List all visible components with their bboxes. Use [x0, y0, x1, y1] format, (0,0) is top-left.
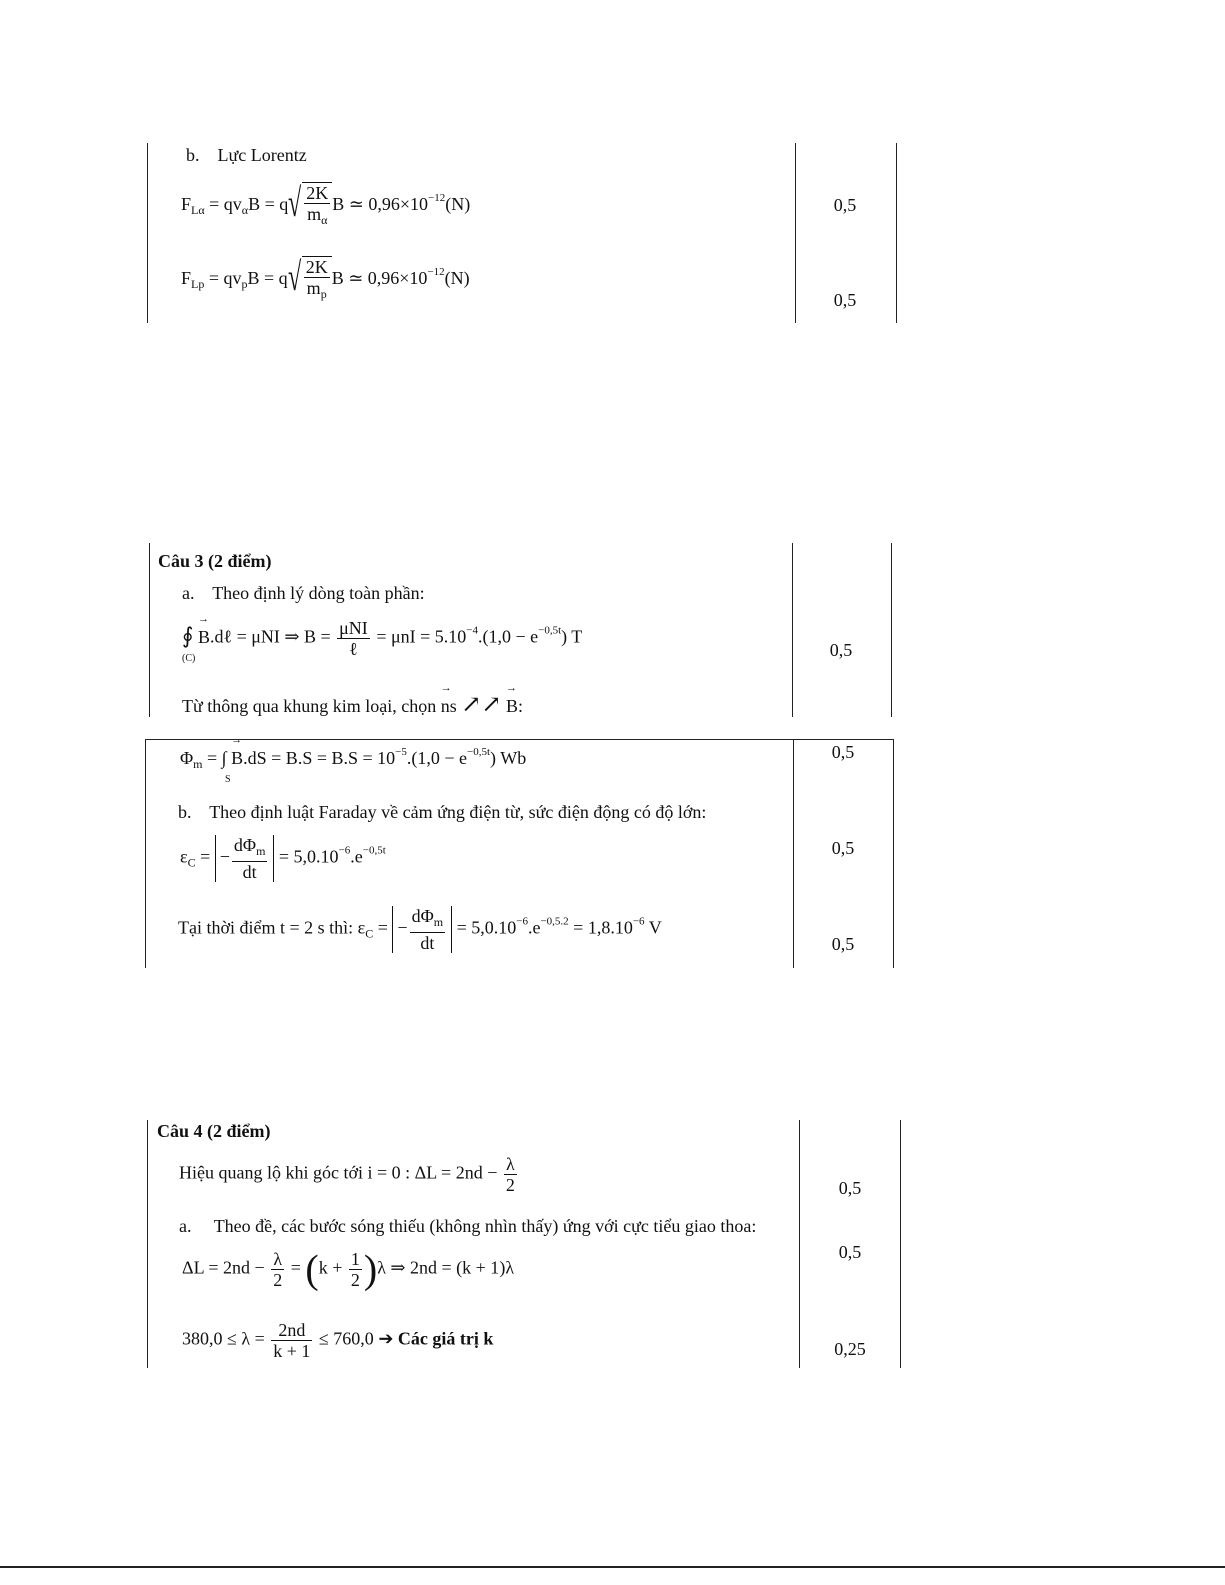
vector-b: → B [198, 627, 210, 648]
item-text: Lực Lorentz [217, 145, 307, 165]
eq-symbol: F [181, 268, 192, 289]
eq-text: B ≃ 0,96×10 [332, 194, 429, 215]
eq-text: = μnI = 5.10 [376, 626, 467, 647]
vector-b: → B [506, 696, 518, 717]
frac-num: 2K [305, 257, 328, 277]
frac-den: ℓ [349, 639, 358, 659]
frac-den: dt [242, 862, 257, 882]
equation-flux [180, 746, 527, 785]
score: 0,5 [838, 1242, 862, 1262]
sqrt: √ $\frac{2K}{m_p}$ [288, 256, 332, 304]
table-border-left [147, 143, 148, 323]
eq-text: = B.S = 10 [316, 748, 396, 768]
score: 0,5 [829, 640, 853, 660]
eq-sup: −12 [428, 192, 446, 205]
score: 0,5 [831, 934, 855, 954]
eq-text: = 1,8.10 [573, 917, 633, 938]
table-border-right [893, 739, 894, 968]
eq-sup: −0,5.2 [540, 915, 569, 928]
table-border-right [891, 543, 892, 717]
frac-num: dΦ [411, 906, 434, 926]
score: 0,5 [831, 742, 855, 762]
equation-lorentz-alpha [181, 182, 470, 230]
score: 0,25 [834, 1339, 866, 1359]
eq-symbol: ε [180, 846, 188, 867]
eq-text: = μNI ⇒ B = [236, 626, 331, 647]
item-marker: a. [182, 583, 195, 603]
frac-num: λ [504, 1154, 517, 1175]
flux-sentence [182, 690, 523, 719]
item-a [179, 1216, 756, 1237]
eq-sub: C [365, 926, 374, 941]
eq-text: B = q [248, 194, 289, 215]
eq-symbol: F [181, 194, 192, 215]
frac-num: dΦ [233, 835, 257, 855]
frac-den: m [306, 278, 321, 298]
eq-unit: (N) [445, 194, 471, 215]
eq-symbol: ε [357, 917, 366, 938]
eq-text: B ≃ 0,96×10 [331, 268, 428, 289]
frac-den: 2 [350, 1270, 360, 1290]
equation-ampere [182, 618, 583, 664]
frac-num: λ [271, 1249, 284, 1270]
score: 0,5 [838, 1178, 862, 1198]
eq-sup: −0,5t [538, 624, 562, 637]
eq-text: = 5,0.10 [456, 917, 517, 938]
eq-text: − [219, 846, 230, 867]
eq-text: ΔL = 2nd − [414, 1162, 498, 1183]
eq-sub: α [241, 203, 249, 218]
eq-sub: C [187, 855, 196, 870]
table-border-left [147, 1120, 148, 1368]
eq-sub: m [193, 757, 203, 771]
eq-text: = [377, 917, 388, 938]
equation-emf [180, 835, 386, 882]
absolute-value [215, 835, 275, 882]
eq-sub: m [433, 915, 444, 929]
frac-den: m [307, 204, 322, 224]
equation-lorentz-proton [181, 256, 470, 304]
table-border-left [145, 739, 146, 968]
table-border-middle [799, 1120, 800, 1368]
eq-unit: (N) [444, 268, 470, 289]
eq-text: = [290, 1257, 301, 1278]
eq-text: .(1,0 − e [406, 748, 468, 768]
score: 0,5 [833, 195, 857, 215]
item-b-faraday [178, 802, 706, 823]
eq-sub: p [320, 287, 327, 301]
surface-label: S [225, 774, 231, 785]
eq-unit: V [648, 917, 662, 938]
integral-symbol: = ∫ [207, 748, 227, 768]
frac-den: 2 [505, 1175, 515, 1195]
eq-text: Hiệu quang lộ khi góc tới i = 0 : [179, 1162, 411, 1183]
frac-den: dt [420, 933, 435, 953]
eq-unit: ) Wb [490, 748, 527, 768]
flux-text: Từ thông qua khung kim loại, chọn [182, 696, 437, 716]
eq-text: .e [350, 846, 363, 867]
table-border-top [145, 739, 894, 740]
eq-unit: ) T [561, 626, 583, 647]
frac-num: 1 [350, 1249, 360, 1269]
eq-sup: −6 [338, 844, 351, 857]
frac-num: 2nd [271, 1320, 312, 1341]
eq-text: .(1,0 − e [477, 626, 539, 647]
eq-text: = 5,0.10 [278, 846, 339, 867]
equation-emf-at-t [178, 906, 662, 953]
frac-den: k + 1 [273, 1341, 311, 1361]
page-bottom-rule [0, 1566, 1225, 1568]
eq-text: .dS [243, 748, 267, 768]
eq-text: 380,0 ≤ λ = [182, 1328, 265, 1349]
eq-sub: Lα [191, 203, 205, 218]
eq-text: s [449, 696, 457, 716]
eq-sub: m [256, 844, 266, 858]
sqrt: √ $\frac{2K}{m_\alpha}$ [288, 182, 332, 230]
eq-text: : [517, 696, 523, 716]
eq-sup: −6 [632, 915, 645, 928]
eq-sub: Lp [191, 277, 205, 292]
eq-text: .S [297, 748, 313, 768]
eq-text: B = q [247, 268, 288, 289]
eq-sup: −4 [466, 624, 478, 637]
eq-sup: −0,5t [467, 746, 491, 758]
table-border-middle [793, 739, 794, 968]
table-border-left [149, 543, 150, 717]
eq-text: k + [318, 1257, 343, 1278]
eq-text: = qv [209, 194, 242, 215]
eq-text: k + 1 [462, 1257, 500, 1278]
score: 0,5 [833, 290, 857, 310]
frac-num: 2K [306, 183, 329, 203]
absolute-value [392, 906, 452, 953]
item-text: Theo định luật Faraday về cảm ứng điện từ, sức điện động có độ lớn: [209, 802, 707, 822]
eq-sub: α [321, 213, 328, 227]
eq-text: λ [505, 1257, 515, 1278]
optical-path-line [179, 1154, 519, 1195]
question-title: Câu 3 (2 điểm) [158, 551, 272, 571]
item-marker: b. [186, 145, 200, 165]
score: 0,5 [831, 838, 855, 858]
eq-sup: −5 [395, 746, 407, 758]
eq-text: − [397, 917, 408, 938]
eq-sup: −0,5t [362, 844, 386, 857]
eq-text: = qv [208, 268, 242, 289]
table-border-middle [795, 143, 796, 323]
eq-text: Các giá trị k [397, 1328, 494, 1349]
frac-den: 2 [273, 1270, 283, 1290]
table-border-middle [792, 543, 793, 717]
eq-text: ≤ 760,0 [318, 1328, 374, 1349]
arrow-right-icon: ➔ [378, 1328, 394, 1349]
eq-text: .dℓ [209, 626, 233, 647]
parallel-arrows: ↗↗ [461, 692, 502, 718]
eq-symbol: Φ [180, 748, 194, 768]
eq-text: = B [271, 748, 298, 768]
eq-sup: −12 [427, 266, 445, 279]
vector-n: → n [441, 696, 450, 717]
contour-label: (C) [182, 652, 196, 664]
eq-sup: −6 [516, 915, 528, 928]
item-b-lorentz [186, 145, 307, 166]
eq-sub: p [241, 277, 248, 292]
vector-b: → B [231, 748, 243, 769]
item-text: Theo đề, các bước sóng thiếu (không nhìn thấy) ứng với cực tiểu giao thoa: [213, 1216, 757, 1236]
eq-text: ΔL = 2nd − [182, 1257, 265, 1278]
table-border-right [900, 1120, 901, 1368]
equation-minimum: ΔL = 2nd − $\frac{\lambda}{2}$ = (k + $\frac{1}{2}$ )λ ⇒ 2nd = (k + 1)λ [182, 1246, 515, 1292]
eq-text: = [200, 846, 211, 867]
item-text: Theo định lý dòng toàn phần: [212, 583, 425, 603]
question-title: Câu 4 (2 điểm) [157, 1121, 271, 1141]
item-marker: a. [179, 1216, 192, 1236]
eq-text: .e [527, 917, 541, 938]
frac-num: μNI [339, 618, 368, 638]
oint-symbol: ∮ [182, 622, 194, 648]
item-marker: b. [178, 802, 192, 822]
eq-text: Tại thời điểm t = 2 s thì: [178, 917, 354, 938]
table-border-right [896, 143, 897, 323]
inequality-lambda [182, 1320, 493, 1361]
item-a [182, 583, 425, 604]
eq-text: λ ⇒ 2nd = [377, 1257, 452, 1278]
